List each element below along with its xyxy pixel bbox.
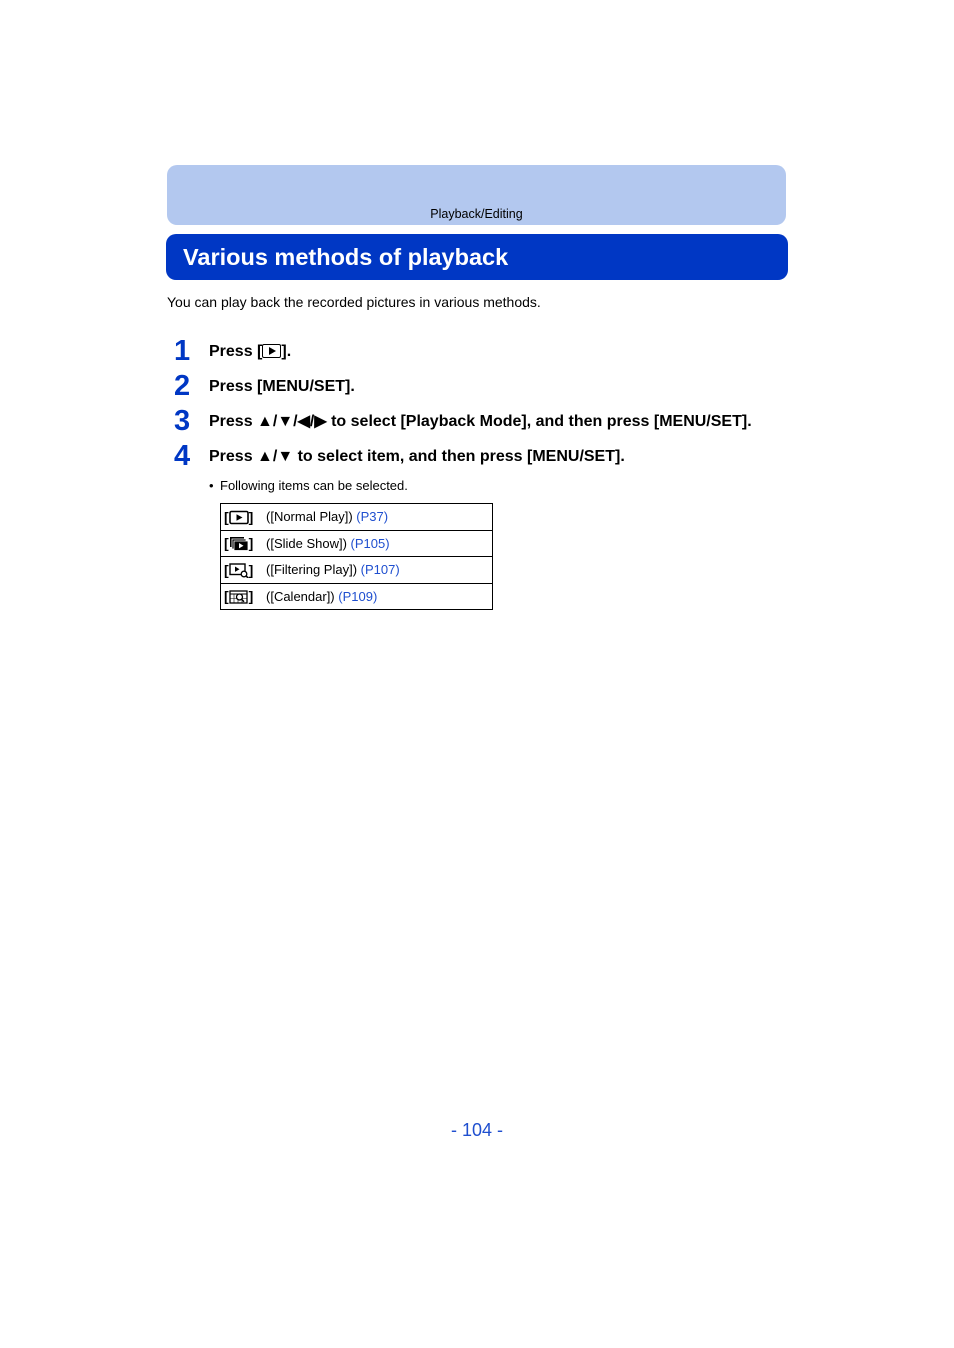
section-label: Playback/Editing (430, 207, 523, 221)
item-label: ([Filtering Play]) (266, 562, 361, 578)
page-title: Various methods of playback (183, 244, 509, 270)
icon-cell (221, 530, 259, 557)
slide-show-icon (229, 536, 249, 551)
step-text (209, 343, 291, 361)
item-label: ([Slide Show]) (266, 535, 351, 551)
table-row (221, 557, 493, 584)
icon-cell (221, 504, 259, 531)
item-text (258, 557, 493, 584)
note-text: Following items can be selected. (220, 478, 408, 493)
item-label: ([Calendar]) (266, 588, 339, 604)
step-text: Press ▲/▼ to select item, and then press [MENU/SET]. (209, 448, 625, 465)
page-reference-link[interactable]: (P109) (338, 588, 378, 604)
bracket-close: ] (248, 588, 254, 605)
bracket-open: [ (224, 535, 229, 552)
step-number: 4 (174, 440, 191, 472)
step-text: Press [MENU/SET]. (209, 378, 355, 395)
table-row (221, 530, 493, 557)
bracket-open: [ (224, 588, 229, 605)
bracket-close: ] (248, 535, 254, 552)
icon-cell (221, 583, 259, 610)
item-text (258, 530, 493, 557)
item-label: ([Normal Play]) (266, 509, 357, 525)
calendar-icon (229, 589, 249, 604)
page-reference-link[interactable]: (P37) (356, 509, 389, 525)
page-reference-link[interactable]: (P105) (350, 535, 390, 551)
table-row (221, 583, 493, 610)
step-text-after: ]. (281, 343, 292, 360)
playback-mode-table (220, 503, 493, 610)
normal-play-icon (229, 510, 249, 525)
item-text (258, 583, 493, 610)
step-text: Press ▲/▼/◀/▶ to select [Playback Mode], and then press [MENU/SET]. (209, 413, 752, 430)
section-tab (167, 165, 786, 225)
filtering-play-icon (229, 563, 249, 578)
page-number: - 104 - (450, 1120, 504, 1140)
bracket-close: ] (248, 561, 254, 578)
step-number: 3 (174, 405, 191, 437)
bracket-open: [ (224, 561, 229, 578)
step-number: 1 (174, 335, 191, 367)
item-text (258, 504, 493, 531)
page-reference-link[interactable]: (P107) (360, 562, 400, 578)
bracket-close: ] (248, 508, 254, 525)
step-number: 2 (174, 370, 191, 402)
playback-icon (262, 344, 281, 358)
icon-cell (221, 557, 259, 584)
table-row (221, 504, 493, 531)
intro-text: You can play back the recorded pictures in various methods. (167, 294, 541, 310)
bracket-open: [ (224, 508, 229, 525)
title-bar (166, 234, 788, 280)
step-text-before: Press [ (209, 343, 263, 360)
bullet: • (209, 478, 214, 493)
note (209, 478, 408, 493)
